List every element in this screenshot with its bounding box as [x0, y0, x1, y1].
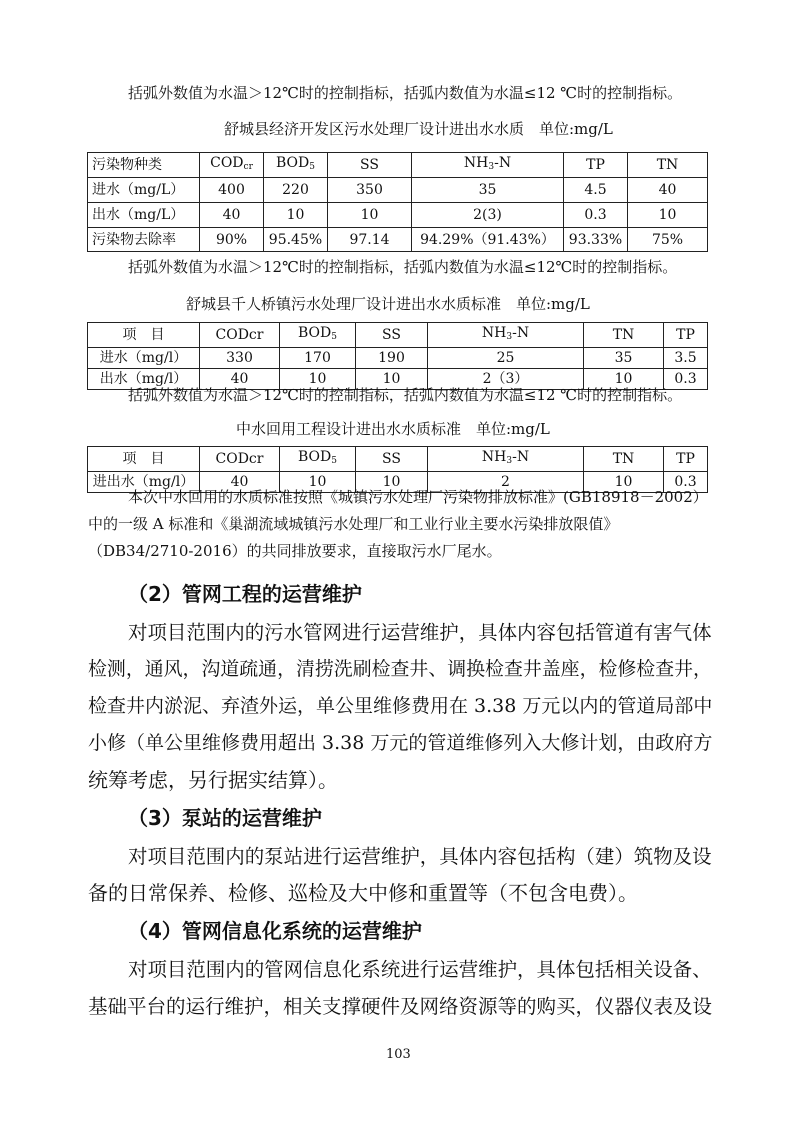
table3-header-cell: $BOD_5$ — [280, 447, 356, 472]
table-cell: 2 — [428, 472, 584, 493]
table-note-top: 括弧外数值为水温＞12℃时的控制指标，括弧内数值为水温≤12 ℃时的控制指标。 — [128, 84, 683, 102]
body-line: 检查井内淤泥、弃渣外运，单公里维修费用在 3.38 万元以内的管道局部中 — [88, 695, 713, 717]
table2-header-cell: TP — [664, 323, 708, 348]
table-cell: 出水（mg/l） — [88, 369, 200, 390]
table2-note: 括弧外数值为水温＞12℃时的控制指标，括弧内数值为水温≤12 ℃时的控制指标。 — [128, 386, 683, 404]
table1-header-row — [88, 153, 708, 178]
table-cell: 220 — [264, 178, 328, 203]
table-cell: 3.5 — [664, 348, 708, 369]
table-cell: 25 — [428, 348, 584, 369]
table-cell: 93.33% — [564, 228, 628, 252]
table-cell: 90% — [200, 228, 264, 252]
table1-note: 括弧外数值为水温＞12℃时的控制指标，括弧内数值为水温≤12℃时的控制指标。 — [128, 258, 678, 276]
table1-header-cell: SS — [328, 153, 412, 178]
reuse-para-line: （DB34/2710-2016）的共同排放要求，直接取污水厂尾水。 — [88, 542, 502, 560]
body-line: 对项目范围内的管网信息化系统进行运营维护，具体包括相关设备、 — [128, 958, 712, 981]
table-cell: 40 — [200, 472, 280, 493]
section-heading: （4）管网信息化系统的运营维护 — [128, 919, 422, 943]
body-line: 对项目范围内的泵站进行运营维护，具体内容包括构（建）筑物及设 — [128, 845, 712, 868]
table1-header-cell: TN — [628, 153, 708, 178]
table-cell: 10 — [264, 203, 328, 228]
table3-header-cell: $NH_3-N$ — [428, 447, 584, 472]
table3-header-cell: CODcr — [200, 447, 280, 472]
table1 — [87, 152, 708, 252]
table-cell: 2（3） — [428, 369, 584, 390]
table-cell: 10 — [328, 203, 412, 228]
table-cell: 97.14 — [328, 228, 412, 252]
body-line: 备的日常保养、检修、巡检及大中修和重置等（不包含电费）。 — [88, 881, 638, 905]
table-cell: 170 — [280, 348, 356, 369]
table1-header-cell: $NH_3-N$ — [412, 153, 564, 178]
table-cell: 35 — [412, 178, 564, 203]
body-line: 检测，通风，沟道疏通，清捞洗刷检查井、调换检查井盖座，检修检查井， — [88, 658, 712, 680]
table1-header-cell: 污染物种类 — [88, 153, 200, 178]
table2-header-cell: $NH_3-N$ — [428, 323, 584, 348]
table-row — [88, 178, 708, 203]
table2-header-cell: TN — [584, 323, 664, 348]
table2-header-cell: CODcr — [200, 323, 280, 348]
body-line: 小修（单公里维修费用超出 3.38 万元的管道维修列入大修计划，由政府方 — [88, 732, 713, 754]
table3-header-cell: TN — [584, 447, 664, 472]
table1-header-cell: $BOD_5$ — [264, 153, 328, 178]
table-cell: 400 — [200, 178, 264, 203]
page-number: 103 — [386, 1047, 411, 1062]
table-cell: 进水（mg/l） — [88, 348, 200, 369]
table3-caption: 中水回用工程设计进出水水质标准 单位:mg/L — [236, 420, 550, 438]
table-cell: 出水（mg/L） — [88, 203, 200, 228]
table-cell: 10 — [356, 369, 428, 390]
table2-header-row — [88, 323, 708, 348]
table-row — [88, 203, 708, 228]
table2 — [87, 322, 708, 390]
table3-header-row — [88, 447, 708, 472]
table-cell: 95.45% — [264, 228, 328, 252]
table-cell: 2(3) — [412, 203, 564, 228]
table3-header-cell: 项 目 — [88, 447, 200, 472]
table1-header-cell: TP — [564, 153, 628, 178]
table-cell: 94.29%（91.43%） — [412, 228, 564, 252]
table-row — [88, 348, 708, 369]
table-cell: 40 — [200, 369, 280, 390]
table1-header-cell: $COD_{cr}$ — [200, 153, 264, 178]
body-line: 基础平台的运行维护，相关支撑硬件及网络资源等的购买，仪器仪表及设 — [88, 995, 713, 1018]
reuse-para-line: 本次中水回用的水质标准按照《城镇污水处理厂污染物排放标准》(GB18918－2002） — [128, 488, 708, 506]
table2-header-cell: SS — [356, 323, 428, 348]
table-cell: 190 — [356, 348, 428, 369]
table-cell: 350 — [328, 178, 412, 203]
table2-header-cell: $BOD_5$ — [280, 323, 356, 348]
section-heading: （2）管网工程的运营维护 — [128, 582, 362, 606]
table-cell: 0.3 — [564, 203, 628, 228]
reuse-para-line: 中的一级 A 标准和《巢湖流域城镇污水处理厂和工业行业主要水污染排放限值》 — [88, 515, 619, 533]
table-cell: 330 — [200, 348, 280, 369]
table-cell: 10 — [584, 369, 664, 390]
body-line: 统筹考虑，另行据实结算）。 — [88, 768, 338, 792]
table-cell: 10 — [280, 472, 356, 493]
table-cell: 进水（mg/L） — [88, 178, 200, 203]
table-cell: 4.5 — [564, 178, 628, 203]
table-cell: 进出水（mg/l） — [88, 472, 200, 493]
table-cell: 75% — [628, 228, 708, 252]
table2-header-cell: 项 目 — [88, 323, 200, 348]
table-cell: 10 — [280, 369, 356, 390]
table3-header-cell: TP — [664, 447, 708, 472]
table-cell: 35 — [584, 348, 664, 369]
table3-header-cell: SS — [356, 447, 428, 472]
table2-caption: 舒城县千人桥镇污水处理厂设计进出水水质标准 单位:mg/L — [186, 295, 590, 313]
section-heading: （3）泵站的运营维护 — [128, 806, 322, 830]
table-cell: 40 — [200, 203, 264, 228]
table-cell: 污染物去除率 — [88, 228, 200, 252]
table-cell: 0.3 — [664, 472, 708, 493]
table-cell: 10 — [628, 203, 708, 228]
table-cell: 40 — [628, 178, 708, 203]
table-cell: 10 — [584, 472, 664, 493]
table-cell: 0.3 — [664, 369, 708, 390]
body-line: 对项目范围内的污水管网进行运营维护，具体内容包括管道有害气体 — [128, 621, 712, 644]
table1-caption: 舒城县经济开发区污水处理厂设计进出水水质 单位:mg/L — [224, 120, 613, 138]
table-row — [88, 228, 708, 252]
table-cell: 10 — [356, 472, 428, 493]
